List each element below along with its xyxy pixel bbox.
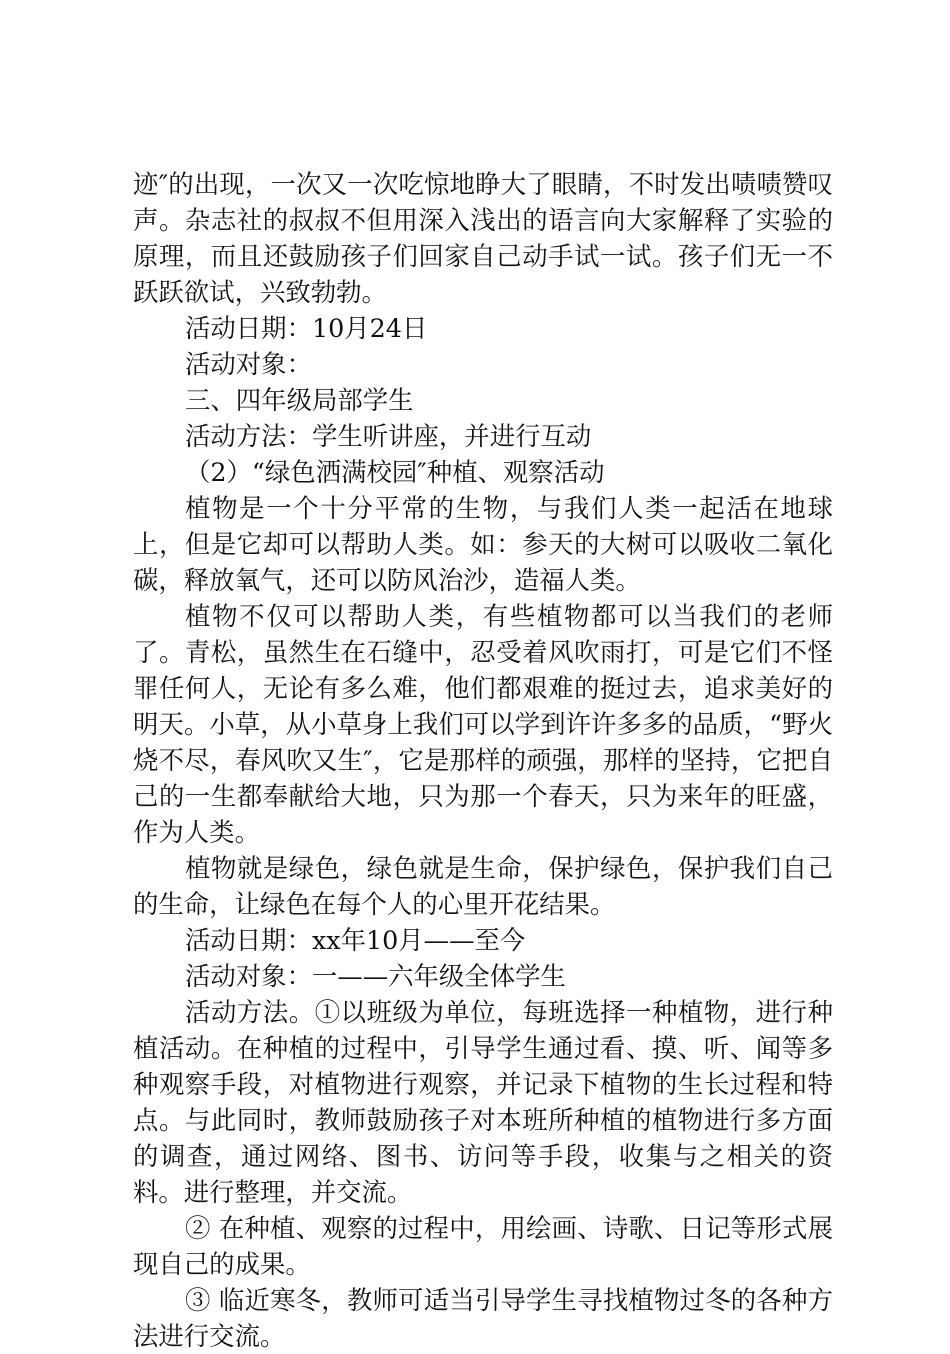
document-body (133, 166, 833, 1354)
paragraph-activity-target-1: 活动对象： (185, 349, 312, 379)
paragraph-plants-help-humans: 植物是一个十分平常的生物，与我们人类一起活在地球上，但是它却可以帮助人类。如：参天的大树可以吸收二氧化碳，释放氧气，还可以防风治沙，造福人类。 (133, 493, 833, 595)
paragraph-method-step-3: ③ 临近寒冬，教师可适当引导学生寻找植物过冬的各种方法进行交流。 (133, 1285, 833, 1351)
paragraph-green-is-life: 植物就是绿色，绿色就是生命，保护绿色，保护我们自己的生命，让绿色在每个人的心里开花结果。 (133, 853, 833, 919)
paragraph-activity-method-2: 活动方法。①以班级为单位，每班选择一种植物，进行种植活动。在种植的过程中，引导学生通过看、摸、听、闻等多种观察手段，对植物进行观察，并记录下植物的生长过程和特点。与此同时，教师鼓励孩子对本班所种植的植物进行多方面的调查，通过网络、图书、访问等手段，收集与之相关的资料。进行整理，并交流。 (133, 997, 833, 1207)
paragraph-activity-method-1: 活动方法：学生听讲座，并进行互动 (185, 421, 592, 451)
paragraph-activity-date-2: 活动日期：xx年10月——至今 (185, 925, 526, 955)
paragraph-section-heading-2: （2）“绿色洒满校园″种植、观察活动 (185, 457, 605, 487)
paragraph-method-step-2: ② 在种植、观察的过程中，用绘画、诗歌、日记等形式展现自己的成果。 (133, 1213, 833, 1279)
paragraph-activity-target-2: 活动对象：一——六年级全体学生 (185, 961, 566, 991)
paragraph-experiment-summary: 迹″的出现，一次又一次吃惊地睁大了眼睛，不时发出啧啧赞叹声。杂志社的叔叔不但用深入浅出的语言向大家解释了实验的原理，而且还鼓励孩子们回家自己动手试一试。孩子们无一不跃跃欲试，兴致勃勃。 (133, 169, 833, 307)
paragraph-activity-date-1: 活动日期：10月24日 (185, 313, 428, 343)
paragraph-activity-target-grades-1: 三、四年级局部学生 (185, 385, 414, 415)
paragraph-plants-as-teachers: 植物不仅可以帮助人类，有些植物都可以当我们的老师了。青松，虽然生在石缝中，忍受着风吹雨打，可是它们不怪罪任何人，无论有多么难，他们都艰难的挺过去，追求美好的明天。小草，从小草身上我们可以学到许许多多的品质，“野火烧不尽，春风吹又生″，它是那样的顽强，那样的坚持，它把自己的一生都奉献给大地，只为那一个春天，只为来年的旺盛，作为人类。 (133, 601, 833, 847)
